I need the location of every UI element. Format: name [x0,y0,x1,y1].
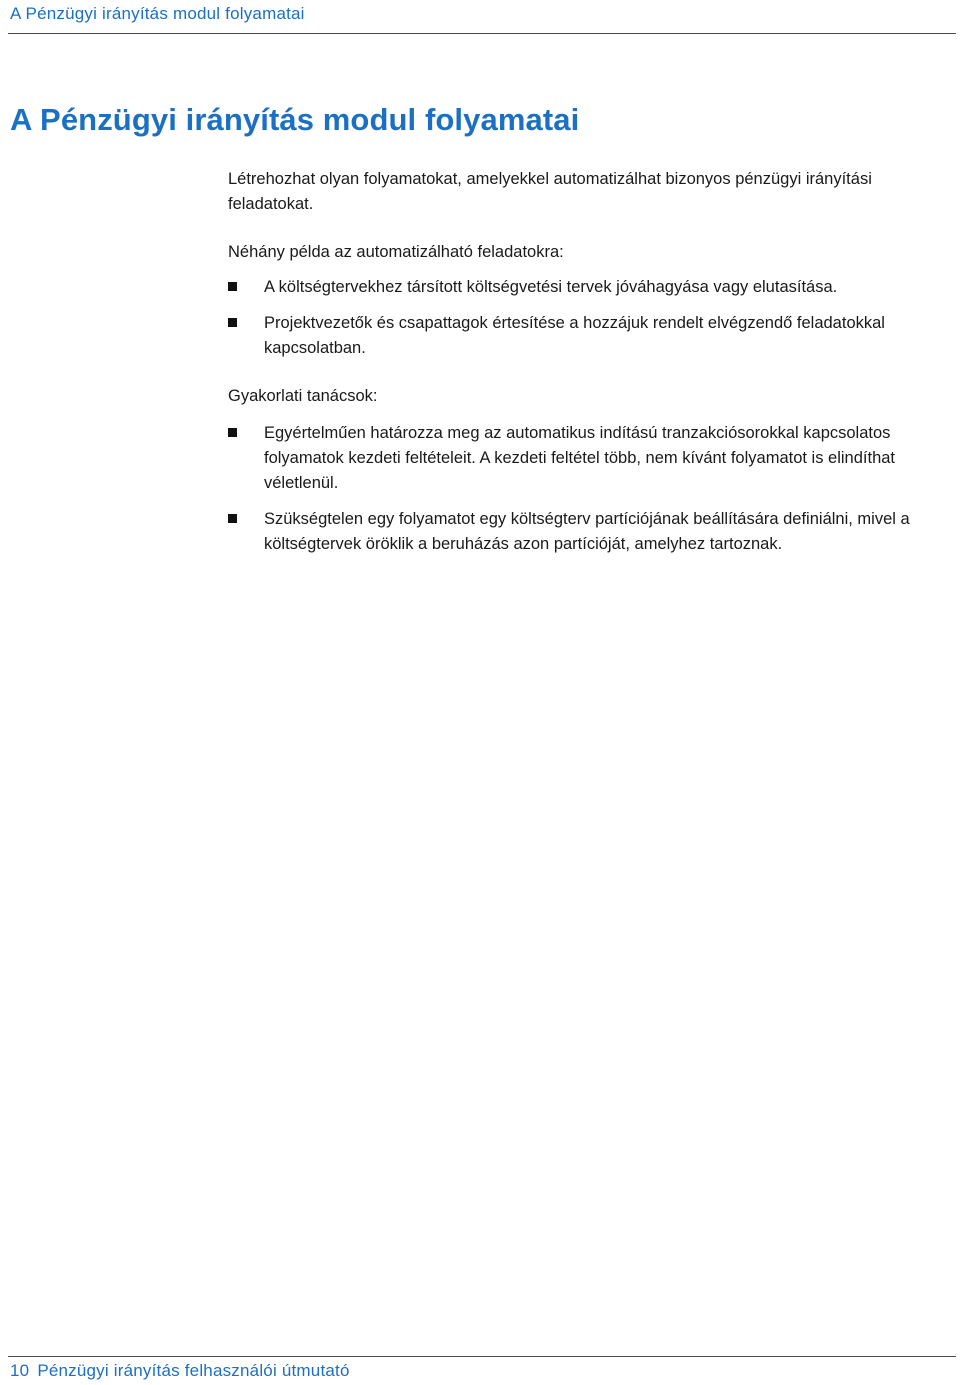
running-header: A Pénzügyi irányítás modul folyamatai [10,4,305,23]
footer-guide-title: Pénzügyi irányítás felhasználói útmutató [37,1361,350,1380]
page-number: 10 [10,1361,30,1380]
square-bullet-icon [228,318,237,327]
square-bullet-icon [228,282,237,291]
tips-list [228,421,954,557]
list-item-text: Szükségtelen egy folyamatot egy költségterv partíciójának beállítására definiálni, mivel a költségtervek öröklik a beruházás azon partícióját, amelyhez tartoznak. [264,510,910,553]
intro-paragraph: Létrehozhat olyan folyamatokat, amelyekkel automatizálhat bizonyos pénzügyi irányítási feladatokat. [228,170,872,213]
list-item-text: Projektvezetők és csapattagok értesítése a hozzájuk rendelt elvégzendő feladatokkal kapcsolatban. [264,314,885,357]
list-item [228,311,954,361]
examples-list [228,275,954,361]
page-footer [10,1361,350,1381]
examples-intro: Néhány példa az automatizálható feladatokra: [228,243,564,261]
header-divider [8,33,956,34]
list-item-text: Egyértelműen határozza meg az automatikus indítású tranzakciósorokkal kapcsolatos folyamatok kezdeti feltételeit. A kezdeti feltétel több, nem kívánt folyamatot is elindíthat véletlenül. [264,424,896,492]
list-item [228,507,954,557]
footer-divider [8,1356,956,1357]
tips-heading: Gyakorlati tanácsok: [228,387,378,405]
list-item [228,421,954,496]
page-title: A Pénzügyi irányítás modul folyamatai [10,102,580,137]
square-bullet-icon [228,428,237,437]
list-item-text: A költségtervekhez társított költségvetési tervek jóváhagyása vagy elutasítása. [264,278,838,296]
square-bullet-icon [228,514,237,523]
list-item [228,275,954,300]
